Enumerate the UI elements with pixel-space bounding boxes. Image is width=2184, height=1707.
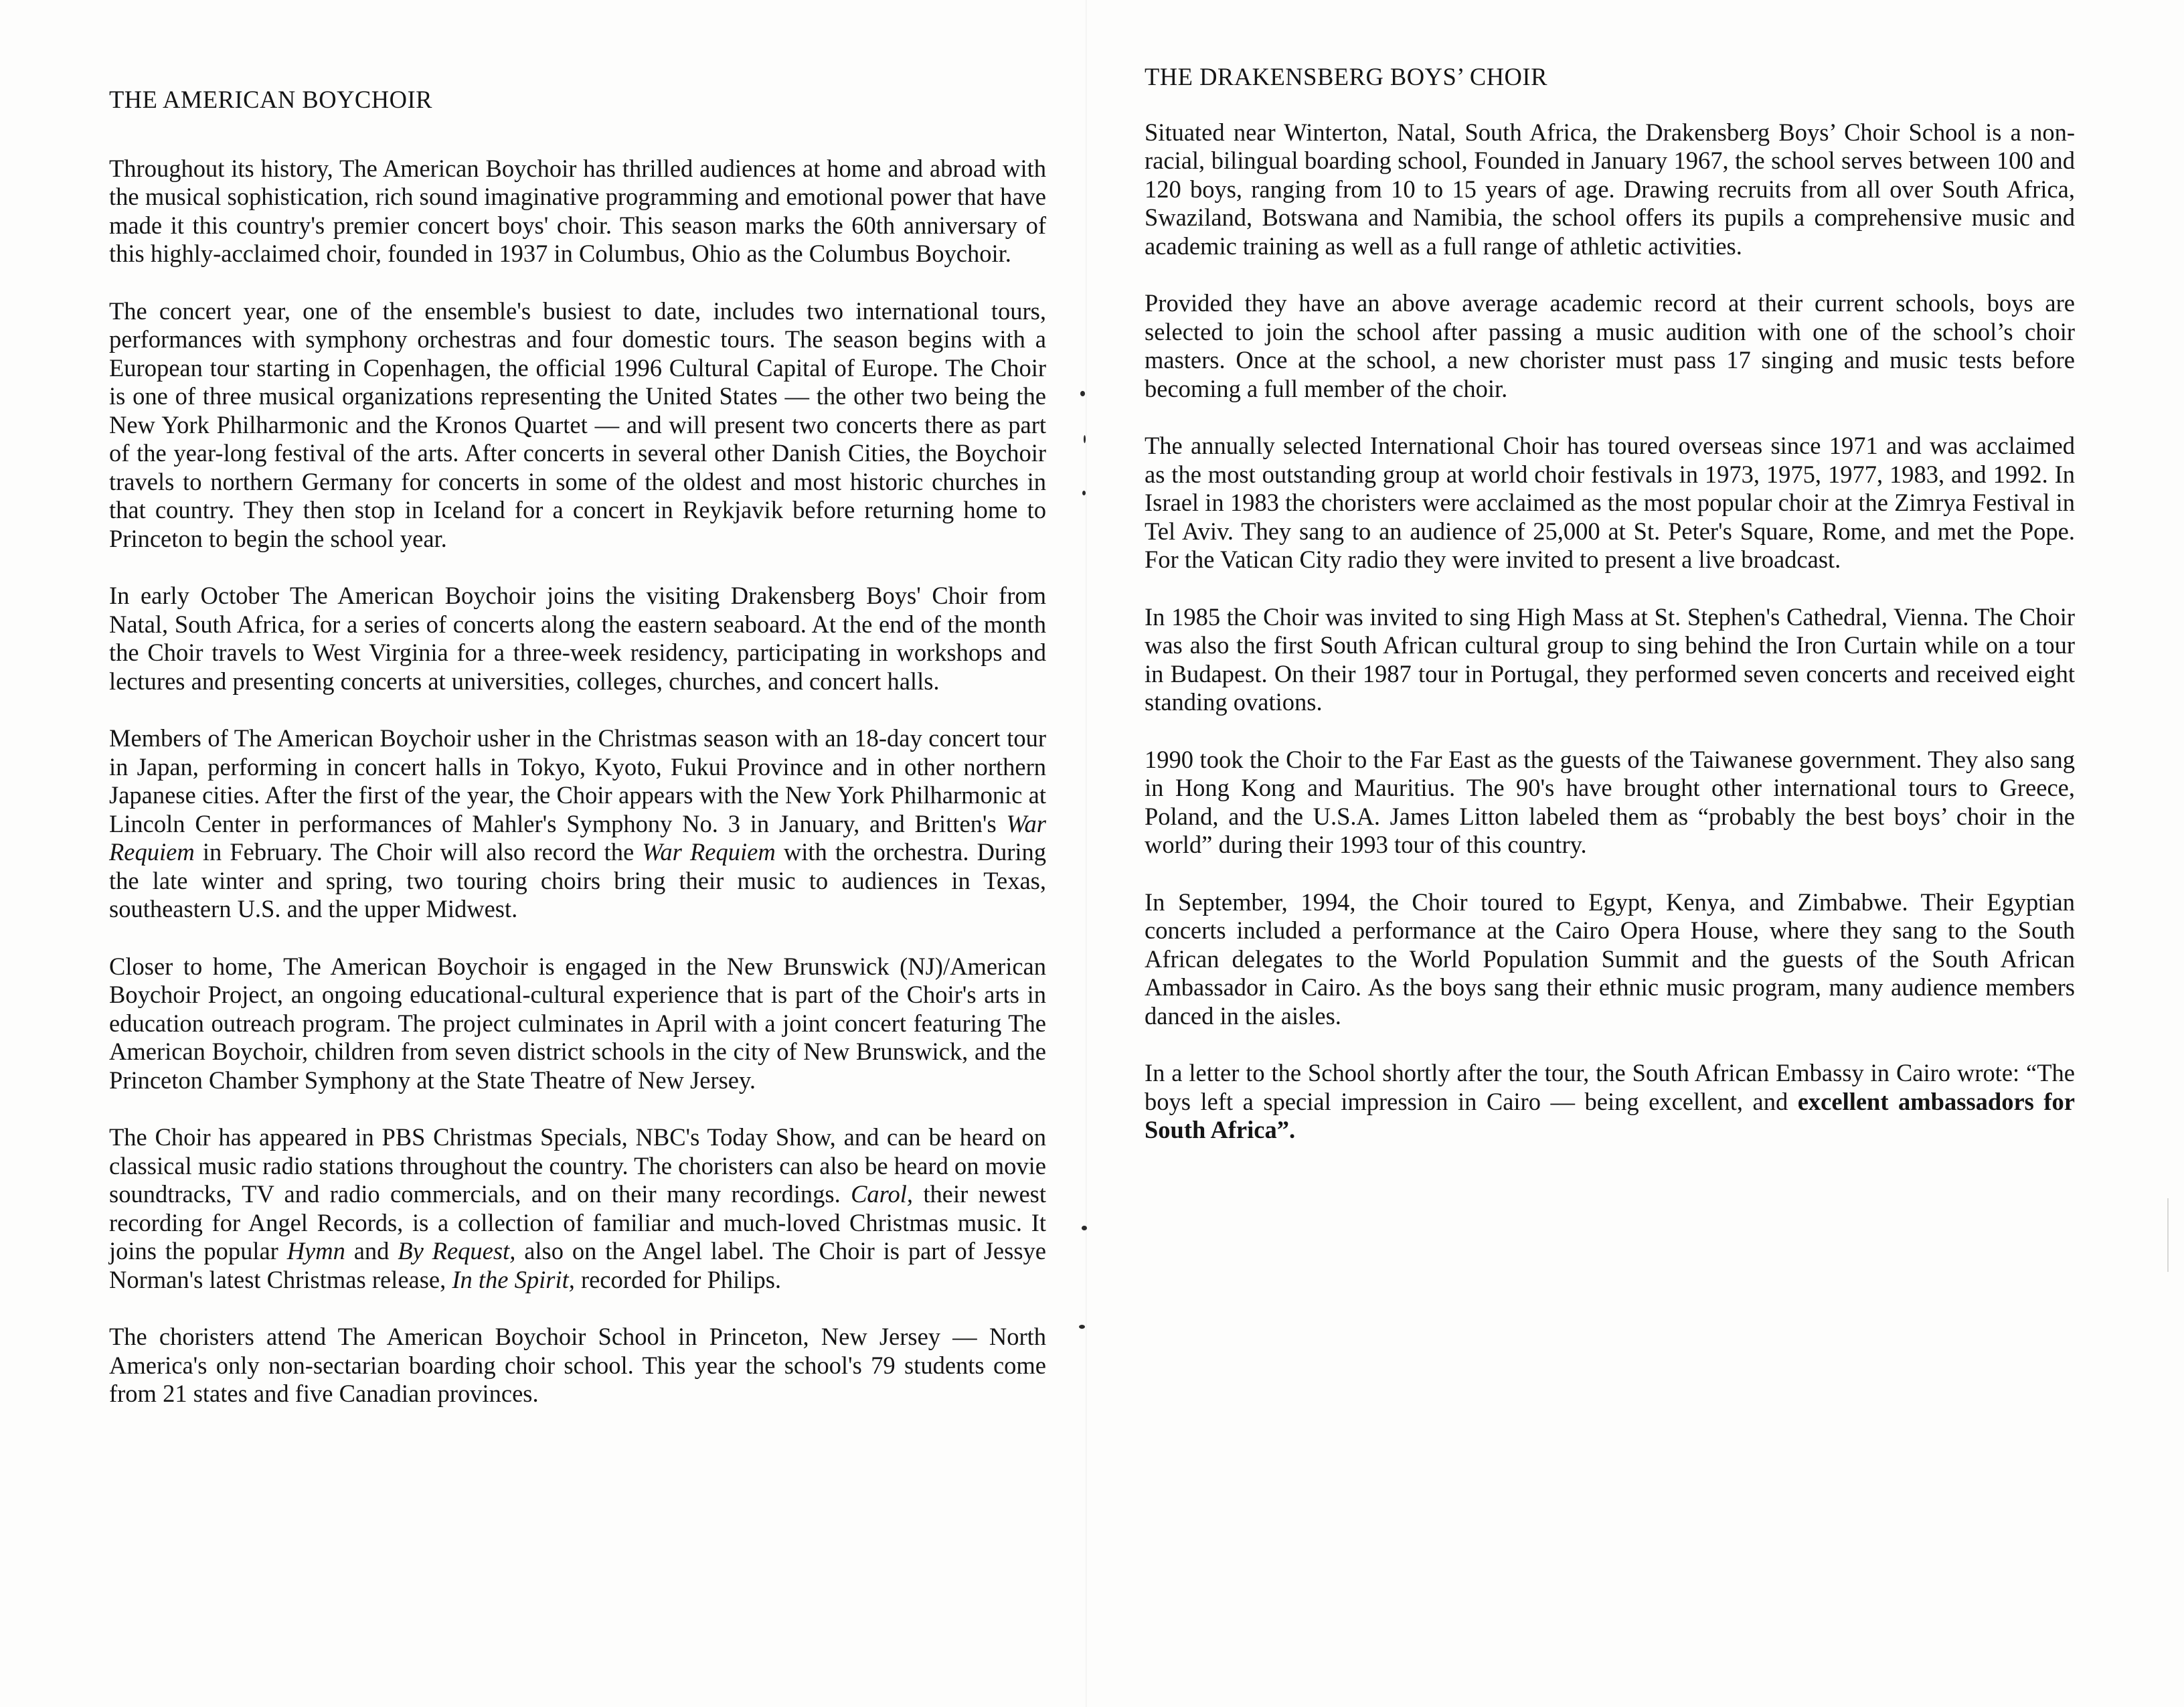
scan-speck — [1079, 1325, 1085, 1329]
center-fold — [1086, 0, 1087, 1707]
paragraph: 1990 took the Choir to the Far East as the guests of the Taiwanese government. They also sang in Hong Kong and Mauritius. The 90's have brought other international tours to Greece, Poland, and the U.S.A. James Litton labeled them as “probably the best boys’ choir in the world” during their 1993 tour of this country. — [1145, 745, 2075, 858]
paragraph: In 1985 the Choir was invited to sing High Mass at St. Stephen's Cathedral, Vienna. The Choir was also the first South African cultural group to sing behind the Iron Curtain while on a tour in Budapest. On their 1987 tour in Portugal, they performed seven concerts and received eight standing ovations. — [1145, 602, 2075, 716]
text-run: in February. The Choir will also record the — [194, 838, 643, 866]
text-run: In a letter to the School shortly after the tour, the South African Embassy in Cairo wrote: “The boys left a special impression in Cairo — being excellent, and — [1145, 1059, 2075, 1115]
right-column — [1145, 63, 2075, 1173]
italic-title: War Requiem — [642, 838, 776, 866]
paragraph: The concert year, one of the ensemble's busiest to date, includes two international tours, performances with symphony orchestras and four domestic tours. The season begins with a European tour starting in Copenhagen, the official 1996 Cultural Capital of Europe. The Choir is one of three musical organizations representing the United States — the other two being the New York Philharmonic and the Kronos Quartet — and will present two concerts there as part of the year-long festival of the arts. After concerts in several other Danish Cities, the Boychoir travels to northern Germany for concerts in some of the oldest and most historic churches in that country. They then stop in Iceland for a concert in Reykjavik before returning home to Princeton to begin the school year. — [109, 297, 1046, 552]
italic-title: Carol, — [851, 1180, 914, 1208]
american-boychoir-heading: THE AMERICAN BOYCHOIR — [109, 86, 432, 113]
text-run: with the orchestra. During the late winter and spring, two touring choirs bring their music to audiences in Texas, southeastern U.S. and the upper Midwest. — [109, 838, 1046, 922]
paragraph: In early October The American Boychoir joins the visiting Drakensberg Boys' Choir from Natal, South Africa, for a series of concerts along the eastern seaboard. At the end of the month the Choir travels to West Virginia for a three-week residency, participating in workshops and lectures and presenting concerts at universities, colleges, churches, and concert halls. — [109, 582, 1046, 695]
paragraph: In September, 1994, the Choir toured to Egypt, Kenya, and Zimbabwe. Their Egyptian concerts included a performance at the Cairo Opera House, where they sang to the South African delegates to the World Population Summit and the guests of the South African Ambassador in Cairo. As the boys sang their ethnic music program, many audience members danced in the aisles. — [1145, 888, 2075, 1030]
text-run: The Choir has appeared in PBS Christmas Specials, NBC's Today Show, and can be heard on classical music radio stations throughout the country. The choristers can also be heard on movie soundtracks, TV and radio commercials, and on their many recordings. — [109, 1123, 1046, 1208]
bold-quote: excellent ambassadors for South Africa”. — [1145, 1087, 2075, 1143]
paragraph — [109, 724, 1046, 924]
paragraph: Situated near Winterton, Natal, South Africa, the Drakensberg Boys’ Choir School is a non-racial, bilingual boarding school, Founded in January 1967, the school serves between 100 and 120 boys, ranging from 10 to 15 years of age. Drawing recruits from all over South Africa, Swaziland, Botswana and Namibia, the school offers its pupils a comprehensive music and academic training as well as a full range of athletic activities. — [1145, 118, 2075, 260]
text-run: recorded for Philips. — [574, 1265, 782, 1293]
paragraph: Provided they have an above average academic record at their current schools, boys are selected to join the school after passing a music audition with one of the school’s choir masters. Once at the school, a new chorister must pass 17 singing and music tests before becoming a full member of the choir. — [1145, 289, 2075, 402]
text-run: their newest recording for Angel Records, is a collection of familiar and much-loved Christmas music. It joins the popular — [109, 1180, 1046, 1265]
paragraph — [109, 1123, 1046, 1294]
scan-speck — [1082, 1226, 1087, 1230]
italic-title: War Requiem — [109, 809, 1046, 866]
text-run: also on the Angel label. The Choir is part of Jessye Norman's latest Christmas release, — [109, 1237, 1046, 1293]
scan-speck — [1084, 435, 1086, 443]
scan-speck — [1082, 491, 1086, 495]
text-run: Members of The American Boychoir usher in the Christmas season with an 18-day concert tour in Japan, performing in concert halls in Tokyo, Kyoto, Fukui Province and in other northern Japanese cities. After the first of the year, the Choir appears with the New York Philharmonic at Lincoln Center in performances of Mahler's Symphony No. 3 in January, and Britten's — [109, 724, 1046, 837]
text-run: and — [345, 1237, 398, 1265]
left-column — [109, 86, 1046, 1437]
paragraph: Closer to home, The American Boychoir is engaged in the New Brunswick (NJ)/American Boychoir Project, an ongoing educational-cultural experience that is part of the Choir's arts in education outreach program. The project culminates in April with a joint concert featuring The American Boychoir, children from seven district schools in the city of New Brunswick, and the Princeton Chamber Symphony at the State Theatre of New Jersey. — [109, 952, 1046, 1094]
paragraph: The annually selected International Choir has toured overseas since 1971 and was acclaimed as the most outstanding group at world choir festivals in 1973, 1975, 1977, 1983, and 1992. In Israel in 1983 the choristers were acclaimed as the most popular choir at the Zimrya Festival in Tel Aviv. They sang to an audience of 25,000 at St. Peter's Square, Rome, and met the Pope. For the Vatican City radio they were invited to present a live broadcast. — [1145, 432, 2075, 573]
scan-speck — [1080, 391, 1085, 396]
paragraph: The choristers attend The American Boychoir School in Princeton, New Jersey — North America's only non-sectarian boarding choir school. This year the school's 79 students come from 21 states and five Canadian provinces. — [109, 1323, 1046, 1407]
paragraph: Throughout its history, The American Boychoir has thrilled audiences at home and abroad with the musical sophistication, rich sound imaginative programming and emotional power that have made it this country's premier concert boys' choir. This season marks the 60th anniversary of this highly-acclaimed choir, founded in 1937 in Columbus, Ohio as the Columbus Boychoir. — [109, 154, 1046, 267]
scan-edge-mark — [2167, 1198, 2169, 1272]
paragraph — [1145, 1059, 2075, 1145]
drakensberg-choir-heading: THE DRAKENSBERG BOYS’ CHOIR — [1145, 63, 1547, 90]
italic-title: In the Spirit, — [452, 1265, 575, 1293]
italic-title: Hymn — [286, 1237, 345, 1265]
italic-title: By Request, — [398, 1237, 516, 1265]
